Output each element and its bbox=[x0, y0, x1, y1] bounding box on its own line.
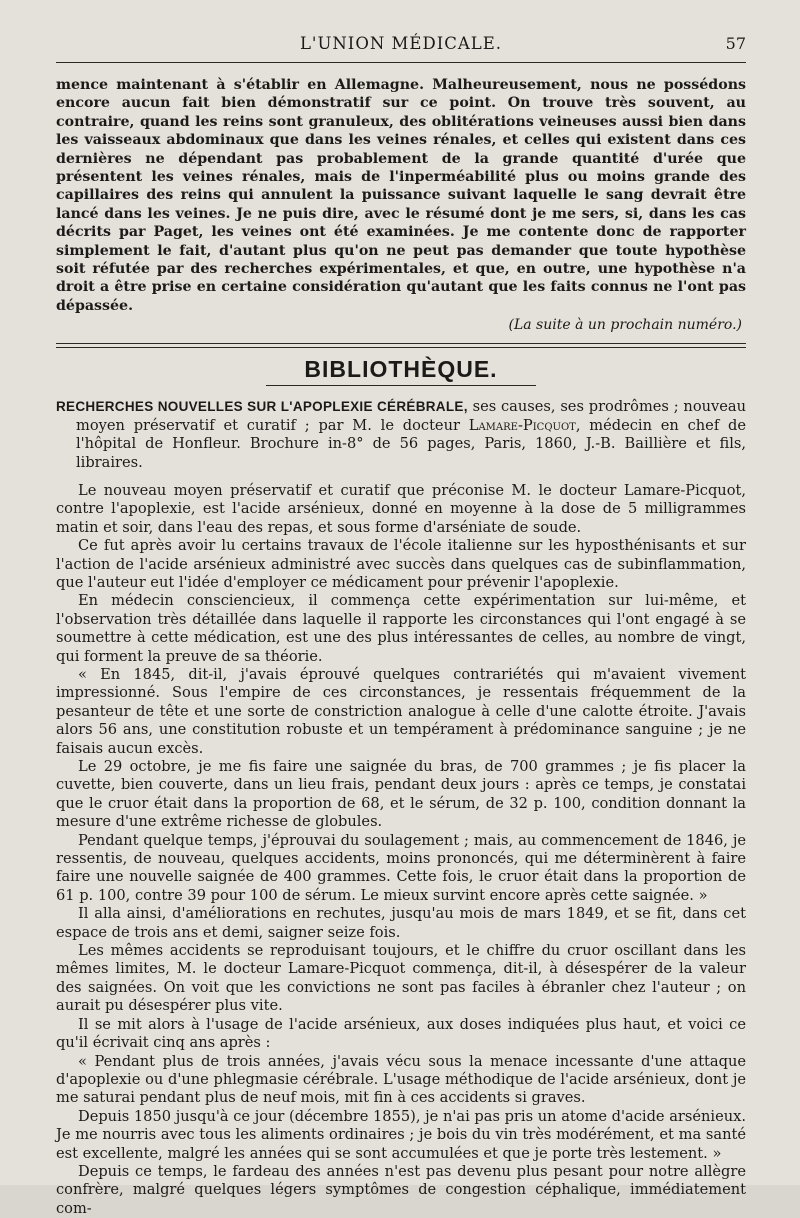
paragraph: « Pendant plus de trois années, j'avais vécu sous la menace incessante d'une attaque d'apoplexie ou d'une phlegmasie cérébrale. L'usage méthodique de l'acide arsénieux, dont je me saturai pendant plus de neuf mois, mit fin à ces accidents si graves. bbox=[56, 1052, 746, 1107]
paragraph: Depuis ce temps, le fardeau des années n'est pas devenu plus pesant pour notre allègre confrère, malgré quelques légers symptômes de congestion céphalique, immédiatement com- bbox=[56, 1162, 746, 1217]
book-title: RECHERCHES NOUVELLES SUR L'APOPLEXIE CÉRÉBRALE, bbox=[56, 399, 468, 415]
header-rule bbox=[56, 62, 746, 63]
continuation-note: (La suite à un prochain numéro.) bbox=[508, 317, 742, 334]
book-author: Lamare-Picquot, bbox=[468, 416, 581, 434]
paragraph: Il se mit alors à l'usage de l'acide arsénieux, aux doses indiquées plus haut, et voici ce qu'il écrivait cinq ans après : bbox=[56, 1015, 746, 1052]
paragraph: Il alla ainsi, d'améliorations en rechutes, jusqu'au mois de mars 1849, et se fit, dans cet espace de trois ans et demi, saigner seize fois. bbox=[56, 905, 746, 941]
book-details: médecin en chef de l'hôpital de Honfleur. Brochure in-8° de 56 pages, Paris, 1860, J.-B. Baillière et fils, libraires. bbox=[76, 416, 747, 471]
paragraph: Ce fut après avoir lu certains travaux de l'école italienne sur les hyposthénisants et sur l'action de l'acide arsénieux administré avec succès dans quelques cas de subinflammation, que l'auteur eut l'idée d'employer ce médicament pour prévenir l'apoplexie. bbox=[56, 537, 746, 591]
paragraph: En médecin consciencieux, il commença cette expérimentation sur lui-même, et l'observation très détaillée dans laquelle il rapporte les circonstances qui l'ont engagé à se soumettre à cette médication, est une des plus intéressantes de celles, au nombre de vingt, qui forment la preuve de sa théorie. bbox=[56, 592, 746, 665]
paragraph: « En 1845, dit-il, j'avais éprouvé quelques contrariétés qui m'avaient vivement impressionné. Sous l'empire de ces circonstances, je ressentais fréquemment de la pesanteur de tête et une sorte de constriction analogue à celle d'une calotte étroite. J'avais alors 56 ans, une constitution robuste et un tempérament à prédominance sanguine ; je ne faisais aucun excès. bbox=[56, 665, 746, 757]
paragraph: Les mêmes accidents se reproduisant toujours, et le chiffre du cruor oscillant dans les mêmes limites, M. le docteur Lamare-Picquot commença, dit-il, à désespérer de la valeur des saignées. On voit que les convictions ne sont pas faciles à ébranler chez l'auteur ; on aurait pu désespérer plus vite. bbox=[56, 942, 746, 1015]
journal-title: L'UNION MÉDICALE. bbox=[299, 34, 503, 53]
previous-article-end bbox=[56, 76, 746, 315]
section-divider bbox=[56, 343, 746, 344]
page-header bbox=[56, 34, 746, 56]
paragraph: Le 29 octobre, je me fis faire une saignée du bras, de 700 grammes ; je fis placer la cuvette, bien couverte, dans un lieu frais, pendant deux jours : après ce temps, je constatai que le cruor était dans la proportion de 68, et le sérum, de 32 p. 100, condition donnant la mesure d'une extrême richesse de globules. bbox=[56, 758, 746, 831]
title-underline bbox=[266, 385, 536, 386]
paragraph: Depuis 1850 jusqu'à ce jour (décembre 1855), je n'ai pas pris un atome d'acide arsénieux. Je me nourris avec tous les aliments ordinaires ; je bois du vin très modérément, et ma santé est excellente, malgré les années qui se sont accumulées et que je porte très lestement. » bbox=[56, 1107, 746, 1162]
top-paragraph: mence maintenant à s'établir en Allemagne. Malheureusement, nous ne possédons encore aucun fait bien démonstratif sur ce point. On trouve très souvent, au contraire, quand les reins sont granuleux, des oblitérations veineuses aussi bien dans les vaisseaux abdominaux que dans les veines rénales, et celles qui existent dans ces dernières ne dépendant pas probablement de la grande quantité d'urée que présentent les veines rénales, mais de l'inperméabilité plus ou moins grande des capillaires des reins qui annulent la puissance suivant laquelle le sang devrait être lancé dans les veines. Je ne puis dire, avec le résumé dont je me sers, si, dans les cas décrits par Paget, les veines ont été examinées. Je me contente donc de rapporter simplement le fait, d'autant plus qu'on ne peut pas demander que toute hypothèse soit réfutée par des recherches expérimentales, et que, en outre, une hypothèse n'a droit a être prise en certaine considération qu'autant que les faits connus ne l'ont pas dépassée. bbox=[56, 77, 746, 314]
book-reference bbox=[56, 398, 746, 472]
book-author-prefix: ses causes, ses prodrômes ; nouveau moyen préservatif et curatif ; par M. le docteur bbox=[76, 398, 746, 434]
paragraph: Le nouveau moyen préservatif et curatif que préconise M. le docteur Lamare-Picquot, contre l'apoplexie, est l'acide arsénieux, donné en moyenne à la dose de 5 milligrammes matin et soir, dans l'eau des repas, et sous forme d'arséniate de soude. bbox=[56, 481, 746, 536]
page-number: 57 bbox=[725, 34, 746, 53]
page-body bbox=[56, 76, 746, 1218]
section-title: BIBLIOTHÈQUE. bbox=[304, 356, 498, 383]
section-divider-thin bbox=[56, 347, 746, 348]
paragraph: Pendant quelque temps, j'éprouvai du soulagement ; mais, au commencement de 1846, je ressentis, de nouveau, quelques accidents, moins prononcés, qui me déterminèrent à faire faire une nouvelle saignée de 400 grammes. Cette fois, le cruor était dans la proportion de 61 p. 100, contre 39 pour 100 de sérum. Le mieux survint encore après cette saignée. » bbox=[56, 831, 746, 904]
